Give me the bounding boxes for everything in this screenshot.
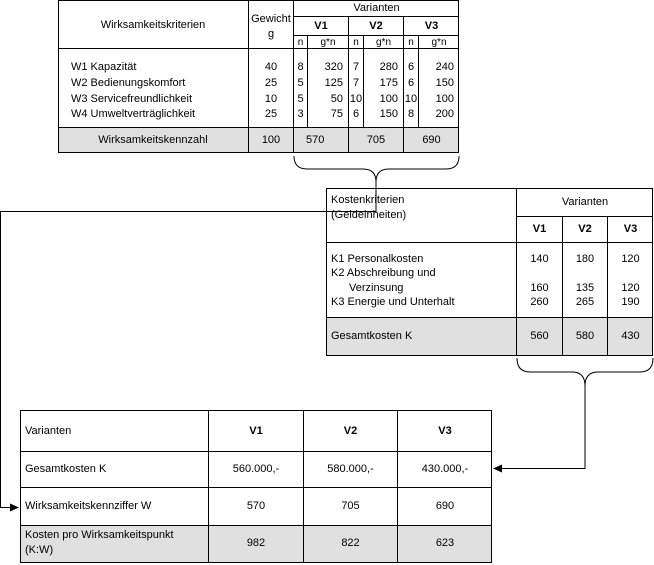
table1-sub-n: n xyxy=(353,37,359,48)
table2-variant-v3: V3 xyxy=(623,223,638,235)
row-label: W3 Servicefreundlichkeit xyxy=(71,93,193,105)
row-v2-gn: 280 xyxy=(379,61,398,73)
row-v2: 580.000,- xyxy=(327,463,374,475)
connector-k-to-table3 xyxy=(501,386,585,469)
connector-w-to-table3 xyxy=(1,182,377,508)
row-v2-gn: 175 xyxy=(379,77,398,89)
table2-variant-v2: V2 xyxy=(578,223,592,235)
row-v1-n: 8 xyxy=(297,61,304,73)
row-label: W1 Kapazität xyxy=(71,61,137,73)
table2-total-v2: 580 xyxy=(575,330,595,342)
table1-sub-gn: g*n xyxy=(320,37,336,48)
row-label: W2 Bedienungskomfort xyxy=(71,77,186,89)
table1-total-label: Wirksamkeitskennzahl xyxy=(98,134,208,146)
table2-criteria-unit: (Geldeinheiten) xyxy=(331,209,407,221)
table1-total-v1: 570 xyxy=(306,134,325,146)
row-weight: 25 xyxy=(264,108,278,120)
bracket-table2 xyxy=(517,358,653,386)
row-v3: 190 xyxy=(621,296,640,308)
row-v1-n: 5 xyxy=(297,93,304,105)
table3-last-label-formula: (K:W) xyxy=(25,544,54,556)
table2-total-v1: 560 xyxy=(530,330,549,342)
table1-sub-gn: g*n xyxy=(431,37,447,48)
row-v3: 120 xyxy=(621,253,640,265)
table2-total-v3: 430 xyxy=(621,330,640,342)
row-v2: 265 xyxy=(575,296,595,308)
row-label: K2 Abschreibung und xyxy=(331,267,436,279)
row-v3-n: 8 xyxy=(407,108,415,120)
row-weight: 10 xyxy=(264,93,278,105)
row-v3: 690 xyxy=(435,500,455,512)
row-v1: 140 xyxy=(530,253,549,265)
row-v2: 135 xyxy=(575,282,595,294)
row-v1-gn: 320 xyxy=(324,61,343,73)
row-v1: 570 xyxy=(246,500,266,512)
table3-last-v1: 982 xyxy=(246,537,266,549)
row-v2-n: 10 xyxy=(349,93,363,105)
row-v3-gn: 100 xyxy=(435,93,454,105)
row-label: K3 Energie und Unterhalt xyxy=(331,296,455,308)
table3-variant-v3: V3 xyxy=(438,425,452,437)
table1-variant-v3: V3 xyxy=(424,20,439,32)
row-v3-n: 10 xyxy=(404,93,418,105)
row-v3-gn: 200 xyxy=(435,108,454,120)
row-weight: 25 xyxy=(264,77,278,89)
table1-weight-symbol: g xyxy=(267,28,275,40)
row-v3-n: 6 xyxy=(407,61,415,73)
table2-total-label: Gesamtkosten K xyxy=(331,330,413,342)
row-label: W4 Umweltverträglichkeit xyxy=(71,108,196,120)
row-v2-gn: 150 xyxy=(379,108,398,120)
row-v3: 430.000,- xyxy=(421,463,469,475)
row-v2-n: 6 xyxy=(352,108,360,120)
row-v2: 180 xyxy=(575,253,595,265)
row-v2-n: 7 xyxy=(352,77,360,89)
table1-sub-gn: g*n xyxy=(375,37,391,48)
row-label-cont: Verzinsung xyxy=(349,282,404,294)
table3-last-v3: 623 xyxy=(435,537,455,549)
table2-variant-v1: V1 xyxy=(532,223,547,235)
bracket-table1 xyxy=(294,156,459,182)
row-label: K1 Personalkosten xyxy=(331,253,424,265)
arrowhead-w xyxy=(10,504,19,512)
row-v2: 705 xyxy=(341,500,360,512)
row-v1-gn: 125 xyxy=(324,77,343,89)
table1-total-weight: 100 xyxy=(261,134,281,146)
row-label: Wirksamkeitskennziffer W xyxy=(25,500,152,512)
table3-last-v2: 822 xyxy=(341,537,360,549)
row-v1-n: 5 xyxy=(297,77,304,89)
arrowhead-k xyxy=(493,465,502,473)
table1-total-v3: 690 xyxy=(422,134,441,146)
table1-criteria-header: Wirksamkeitskriterien xyxy=(100,19,206,31)
table1-total-v2: 705 xyxy=(366,134,386,146)
table1-weight-header: Gewicht xyxy=(251,13,291,25)
row-v1: 160 xyxy=(530,282,549,294)
table2-criteria-header: Kostenkriterien xyxy=(331,194,405,206)
row-v3: 120 xyxy=(621,282,640,294)
table3-variant-v1: V1 xyxy=(249,425,263,437)
table1-variant-v2: V2 xyxy=(369,20,383,32)
row-v1: 260 xyxy=(530,296,549,308)
table1-sub-n: n xyxy=(297,37,304,48)
row-v1-gn: 75 xyxy=(330,108,343,120)
row-v3-n: 6 xyxy=(407,77,415,89)
row-v3-gn: 150 xyxy=(435,77,454,89)
table3-last-label: Kosten pro Wirksamkeitspunkt xyxy=(25,529,174,541)
table3-variant-v2: V2 xyxy=(343,425,358,437)
table1-variants-header: Varianten xyxy=(353,2,400,14)
table1-variant-v1: V1 xyxy=(314,20,328,32)
row-v1-gn: 50 xyxy=(330,93,343,105)
table3-header-label: Varianten xyxy=(25,425,72,437)
row-v2-gn: 100 xyxy=(379,93,398,105)
row-v3-gn: 240 xyxy=(435,61,454,73)
row-v2-n: 7 xyxy=(352,61,360,73)
table1-sub-n: n xyxy=(408,37,414,48)
row-v1-n: 3 xyxy=(297,108,304,120)
table2-variants-header: Varianten xyxy=(561,196,609,208)
row-v1: 560.000,- xyxy=(232,463,280,475)
row-weight: 40 xyxy=(264,61,278,73)
row-label: Gesamtkosten K xyxy=(25,463,107,475)
